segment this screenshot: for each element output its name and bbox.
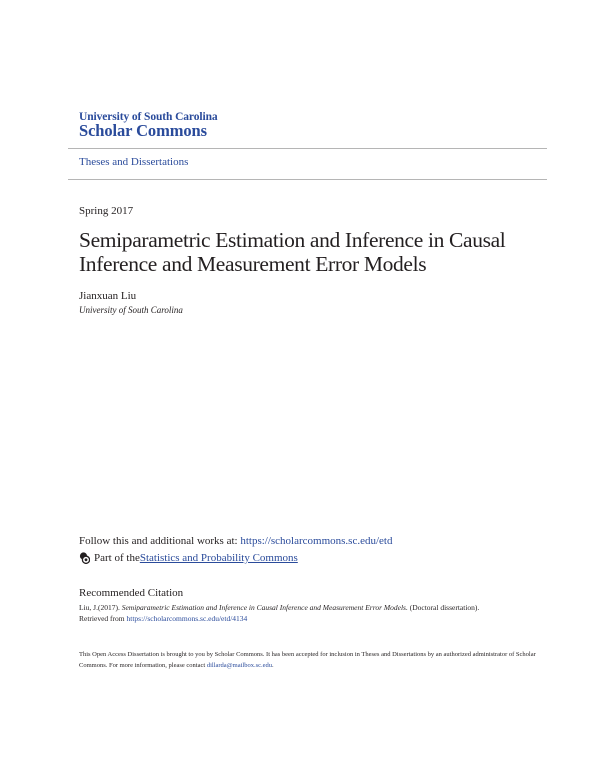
citation-url-link[interactable]: https://scholarcommons.sc.edu/etd/4134 <box>126 614 248 623</box>
author-name: Jianxuan Liu <box>79 290 137 302</box>
follow-prefix: Follow this and additional works at: <box>79 535 241 547</box>
part-of-prefix: Part of the <box>94 552 140 564</box>
statistics-commons-link[interactable]: Statistics and Probability Commons <box>139 552 298 564</box>
publication-date: Spring 2017 <box>79 205 134 217</box>
citation-text <box>79 602 539 624</box>
repository-url-link[interactable]: https://scholarcommons.sc.edu/etd <box>240 535 393 547</box>
follow-line <box>79 535 392 547</box>
institution-name[interactable]: University of South Carolina <box>79 111 218 123</box>
repository-name[interactable]: Scholar Commons <box>79 121 207 140</box>
citation-title: Semiparametric Estimation and Inference in Causal Inference and Measurement Error Models. <box>121 603 408 612</box>
open-access-notice <box>79 649 549 671</box>
notice-text: This Open Access Dissertation is brought to you by Scholar Commons. It has been accepted for inclusion in Theses and Dissertations by an authorized administrator of Scholar Commons. For more information, please contact <box>79 651 536 669</box>
bottom-divider <box>68 179 547 180</box>
collection-link[interactable]: Theses and Dissertations <box>79 156 189 168</box>
citation-retrieved: Retrieved from <box>79 614 127 623</box>
citation-prefix: Liu, J.(2017). <box>79 603 122 612</box>
bepress-commons-icon <box>79 552 90 564</box>
document-title: Semiparametric Estimation and Inference in Causal Inference and Measurement Error Models <box>79 228 506 276</box>
recommended-citation-heading: Recommended Citation <box>79 587 184 599</box>
citation-suffix: (Doctoral dissertation). <box>407 603 480 612</box>
author-affiliation: University of South Carolina <box>79 305 183 315</box>
top-divider <box>68 148 547 149</box>
part-of-line <box>79 552 298 564</box>
contact-email-link[interactable]: dillarda@mailbox.sc.edu <box>206 662 273 669</box>
notice-end: . <box>272 662 274 669</box>
